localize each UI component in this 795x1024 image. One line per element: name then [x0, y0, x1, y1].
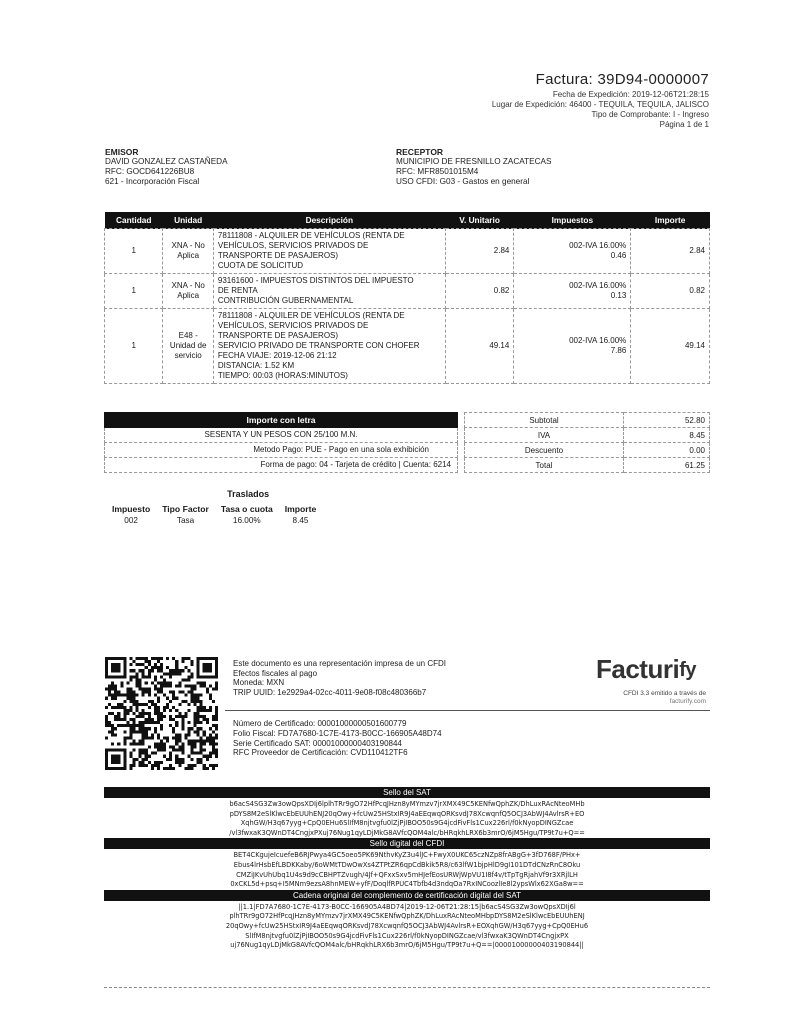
- receiver-name: MUNICIPIO DE FRESNILLO ZACATECAS: [396, 157, 552, 166]
- transfers-block: [112, 489, 328, 525]
- amount-in-words-header: Importe con letra: [104, 412, 458, 428]
- item-tax: [514, 309, 631, 384]
- logo-caption: [586, 690, 706, 706]
- item-amount-line: 0.82: [689, 286, 705, 295]
- invoice-header: [492, 70, 709, 130]
- issue-place: Lugar de Expedición: 46400 - TEQUILA, TEQUILA, JALISCO: [491, 100, 709, 109]
- original-chain-header: Cadena original del complemento de certificación digital del SAT: [104, 890, 710, 901]
- logo-text: Facturi: [596, 654, 680, 684]
- item-description-line: 78111808 - ALQUILER DE VEHÍCULOS (RENTA DE: [217, 311, 405, 320]
- item-description-line: DE RENTA: [217, 286, 258, 295]
- seal-line: /vl3fwxaK3QWnDT4CngjxPXuj76Nug1qyLDjMkG8AVfcQOM4alc/bHRqkhLRX6b3mrO/6jM5Hgu/TP9t7u+Q==: [229, 827, 585, 837]
- item-unit-line: XNA - No: [171, 281, 205, 290]
- issuer-name: DAVID GONZALEZ CASTAÑEDA: [105, 157, 228, 166]
- seal-line: 0xCKL5d+psq+I5MNm9ezsA8hnMEW+yfF/DoqlfRPUC4Tbfb4d3ndqOa7RxINCoozlIe8l2ypsWlx62XGa8w==: [230, 879, 584, 889]
- receiver-block: [396, 147, 551, 187]
- item-description-line: TRANSPORTE DE PASAJEROS): [217, 331, 339, 340]
- item-unit-line: servicio: [174, 351, 202, 360]
- col-unitario: V. Unitario: [445, 212, 514, 229]
- logo-fy-mark: fy: [679, 659, 696, 681]
- transfers-cell: 16.00%: [232, 516, 261, 525]
- amount-in-words: SESENTA Y UN PESOS CON 25/100 M.N.: [104, 428, 458, 443]
- chain-line: uj76Nug1qyLDjMkG8AVfcQOM4alc/bHRqkhLRX6b3mrO/6jM5Hgu/TP9t7u+Q==|00001000000403190844||: [230, 940, 584, 950]
- seal-line: CMZiJKvUhUbq1U4s9d9cCBHPTZvugh/4Jf+QFxxSxv5mHJefEosURWjWpVU1I8f4v/tTpTgRjahVf9r3XRjlLH: [236, 869, 578, 879]
- item-description-line: TIEMPO: 00:03 (HORAS:MINUTOS): [217, 371, 348, 380]
- transfers-header: Importe: [284, 504, 317, 514]
- transfers-header: Tipo Factor: [162, 504, 209, 514]
- issue-date: Fecha de Expedición: 2019-12-06T21:28:15: [552, 90, 709, 99]
- item-tax: [514, 229, 631, 274]
- item-description-line: VEHÍCULOS, SERVICIOS PRIVADOS DE: [217, 241, 369, 250]
- certificate-info-block: [233, 719, 442, 758]
- item-description-line: DISTANCIA: 1.52 KM: [217, 361, 295, 370]
- col-descripcion: Descripción: [213, 212, 445, 229]
- payment-method: Metodo Pago: PUE - Pago en una sola exhibición: [104, 443, 458, 458]
- seal-line: b6acS4SG3Zw3owQpsXDIj6lplhTRr9gO72HfPcqJHzn8yMYmzv7jrXMX49C5KENfwQphZK/DhLuxRAcNteoMHb: [229, 799, 585, 808]
- cfdi-seal-header: Sello digital del CFDI: [104, 838, 710, 849]
- item-description: [213, 309, 445, 384]
- item-description-line: 93161600 - IMPUESTOS DISTINTOS DEL IMPUESTO: [217, 276, 414, 285]
- receiver-use: USO CFDI: G03 - Gastos en general: [396, 177, 530, 186]
- totals-label: IVA: [465, 428, 624, 443]
- receiver-rfc: RFC: MFR8501015M4: [396, 167, 479, 176]
- item-quantity-line: 1: [131, 246, 136, 255]
- seal-line: XqhGW/H3q67yyg+CpQ0EHu6SlIfM8njtvgfu0lZjPjIBOO50s9G4jcdFivFls1Cux226rl/f0kNyopDINGZcae: [240, 818, 574, 828]
- totals-row: [465, 413, 710, 428]
- item-description-line: 78111808 - ALQUILER DE VEHÍCULOS (RENTA DE: [217, 231, 405, 240]
- transfers-cell: 002: [124, 516, 138, 525]
- item-description-line: SERVICIO PRIVADO DE TRANSPORTE CON CHOFER: [217, 341, 420, 350]
- cert-line: RFC Proveedor de Certificación: CVD110412TF6: [233, 748, 408, 758]
- divider: [225, 710, 710, 711]
- transfers-table: [112, 504, 328, 525]
- amount-in-words-block: [104, 412, 458, 473]
- seal-line: pDYS8M2eSlKlwcEbEUUhENJ20qOwy+fcUw25HStxIR9J4aEEqwqORKsvdJ78XcwqnfQ5OCJ3AbWJ4AvlrsR+EO: [229, 808, 585, 818]
- item-unit-price-line: 0.82: [493, 286, 510, 295]
- item-description-line: TRANSPORTE DE PASAJEROS): [217, 251, 339, 260]
- chain-line: ||1.1|FD7A7680-1C7E-4173-B0CC-166905A4BD74|2019-12-06T21:28:15|b6acS4SG3Zw3owQpsXDIj6l: [238, 901, 576, 911]
- sat-seal-text: [104, 798, 710, 838]
- item-description-line: FECHA VIAJE: 2019-12-06 21:12: [217, 351, 337, 360]
- totals-row: [465, 428, 710, 443]
- chain-line: 20qOwy+fcUw25HStxIR9J4aEEqwqORKsvdJ78XcwqnfQ5OCJ3AbWJ4AvlrsR+EOXqhGW/H3q67yyg+CpQ0EHu6: [225, 920, 589, 930]
- item-unit-line: Unidad de: [169, 341, 207, 350]
- col-cantidad: Cantidad: [105, 212, 163, 229]
- items-table: [104, 212, 710, 384]
- item-quantity-line: 1: [131, 341, 136, 350]
- item-unit: [163, 229, 213, 274]
- item-description: [213, 274, 445, 309]
- voucher-type: Tipo de Comprobante: I - Ingreso: [591, 110, 709, 119]
- totals-label: Subtotal: [465, 413, 624, 428]
- transfers-cell: 8.45: [292, 516, 309, 525]
- transfers-title: Traslados: [227, 489, 270, 499]
- receiver-label: RECEPTOR: [396, 147, 444, 157]
- item-description: [213, 229, 445, 274]
- item-amount-line: 49.14: [684, 341, 705, 350]
- item-unit-price-line: 2.84: [493, 246, 510, 255]
- totals-row: [465, 458, 710, 473]
- seal-line: BET4CKgujeIcuefeB6RJPwya4GC5oeo5PK69NthvKyZ3u4lJC+FwyX0UKC65czNZp8frABgG+3fD768F/PHx+: [233, 850, 581, 860]
- item-unit: [163, 309, 213, 384]
- chain-line: plhTRr9gO72HfPcqJHzn8yMYmzv7jrXMX49C5KENfwQphZK/DhLuxRAcNteoMHbpDYS8M2eSlKlwcEbEUUhENJ: [229, 911, 585, 921]
- item-tax: [514, 274, 631, 309]
- item-amount: [631, 274, 710, 309]
- transfers-header: Impuesto: [112, 504, 151, 514]
- item-tax-line: 0.46: [610, 251, 627, 260]
- item-tax-line: 002-IVA 16.00%: [569, 281, 627, 290]
- cfdi-seal-text: [104, 849, 710, 889]
- item-row: [105, 229, 710, 274]
- sat-seal-header: Sello del SAT: [104, 787, 710, 798]
- item-unit: [163, 274, 213, 309]
- item-unit-line: Aplica: [177, 291, 200, 300]
- cfdi-info-line: TRIP UUID: 1e2929a4-02cc-4011-9e08-f08c480366b7: [233, 687, 427, 697]
- payment-form: Forma de pago: 04 - Tarjeta de crédito | Cuenta: 6214: [104, 458, 458, 473]
- transfers-header: Tasa o cuota: [220, 504, 273, 514]
- item-tax-line: 0.13: [610, 291, 627, 300]
- cert-line: Folio Fiscal: FD7A7680-1C7E-4173-B0CC-166905A48D74: [233, 728, 442, 738]
- totals-table: [464, 412, 710, 473]
- issuer-block: [105, 147, 228, 187]
- logo-caption-link[interactable]: facturify.com: [669, 698, 706, 705]
- logo-caption-line: CFDI 3.3 emitido a través de: [623, 690, 706, 697]
- issuer-label: EMISOR: [105, 147, 139, 157]
- col-impuestos: Impuestos: [514, 212, 631, 229]
- item-description-line: CUOTA DE SOLICITUD: [217, 261, 304, 270]
- cert-line: Número de Certificado: 00001000000501600779: [233, 719, 407, 728]
- item-tax-line: 002-IVA 16.00%: [569, 336, 627, 345]
- item-quantity-line: 1: [131, 286, 136, 295]
- totals-value: 8.45: [624, 428, 710, 443]
- cert-line: Serie Certificado SAT: 00001000000403190844: [233, 738, 402, 748]
- bottom-divider: [104, 987, 710, 988]
- cfdi-info-line: Este documento es una representación impresa de un CFDI: [233, 659, 447, 668]
- item-description-line: VEHÍCULOS, SERVICIOS PRIVADOS DE: [217, 321, 369, 330]
- item-unit-line: Aplica: [177, 251, 200, 260]
- item-tax-line: 002-IVA 16.00%: [569, 241, 627, 250]
- page-number: Página 1 de 1: [659, 120, 709, 129]
- item-amount-line: 2.84: [689, 246, 705, 255]
- totals-value: 52.80: [624, 413, 710, 428]
- item-unit-price: [445, 309, 514, 384]
- item-unit-line: XNA - No: [171, 241, 205, 250]
- totals-row: [465, 443, 710, 458]
- item-row: [105, 274, 710, 309]
- seals-block: [104, 787, 710, 951]
- item-unit-price: [445, 229, 514, 274]
- item-unit-line: E48 -: [178, 331, 198, 340]
- issuer-rfc: RFC: GOCD641226BU8: [105, 167, 195, 176]
- item-amount: [631, 309, 710, 384]
- cfdi-info-block: [233, 659, 446, 697]
- item-tax-line: 7.86: [610, 346, 627, 355]
- facturify-logo: [596, 654, 696, 685]
- issuer-regime: 621 - Incorporación Fiscal: [105, 177, 200, 186]
- item-description-line: CONTRIBUCIÓN GUBERNAMENTAL: [217, 296, 354, 305]
- item-unit-price: [445, 274, 514, 309]
- item-row: [105, 309, 710, 384]
- transfers-cell: Tasa: [176, 516, 195, 525]
- item-unit-price-line: 49.14: [489, 341, 510, 350]
- totals-value: 61.25: [624, 458, 710, 473]
- totals-label: Total: [465, 458, 624, 473]
- col-unidad: Unidad: [163, 212, 213, 229]
- col-importe: Importe: [631, 212, 710, 229]
- qr-code-icon: [105, 657, 218, 770]
- invoice-title: Factura: 39D94-0000007: [535, 71, 709, 88]
- items-header-row: [105, 212, 710, 229]
- item-quantity: [105, 229, 163, 274]
- cfdi-info-line: Efectos fiscales al pago: [233, 668, 318, 678]
- cfdi-info-line: Moneda: MXN: [233, 678, 285, 687]
- item-quantity: [105, 309, 163, 384]
- seal-line: Ebus4lrHsbEfLBDKKaby/6oWMtTDwOwXs4ZTPtZR6qpCdBkik5R8/c63lfW1bjpHlD9gI101DTdCNzRnC8Oku: [233, 859, 581, 869]
- item-quantity: [105, 274, 163, 309]
- totals-value: 0.00: [624, 443, 710, 458]
- totals-label: Descuento: [465, 443, 624, 458]
- chain-line: SlIfM8njtvgfu0lZjPjIBOO50s9G4jcdFivFls1Cux226rl/f0kNyopDINGZcae/vl3fwxaK3QWnDT4CngjxPX: [245, 930, 569, 940]
- item-amount: [631, 229, 710, 274]
- original-chain-text: [104, 901, 710, 951]
